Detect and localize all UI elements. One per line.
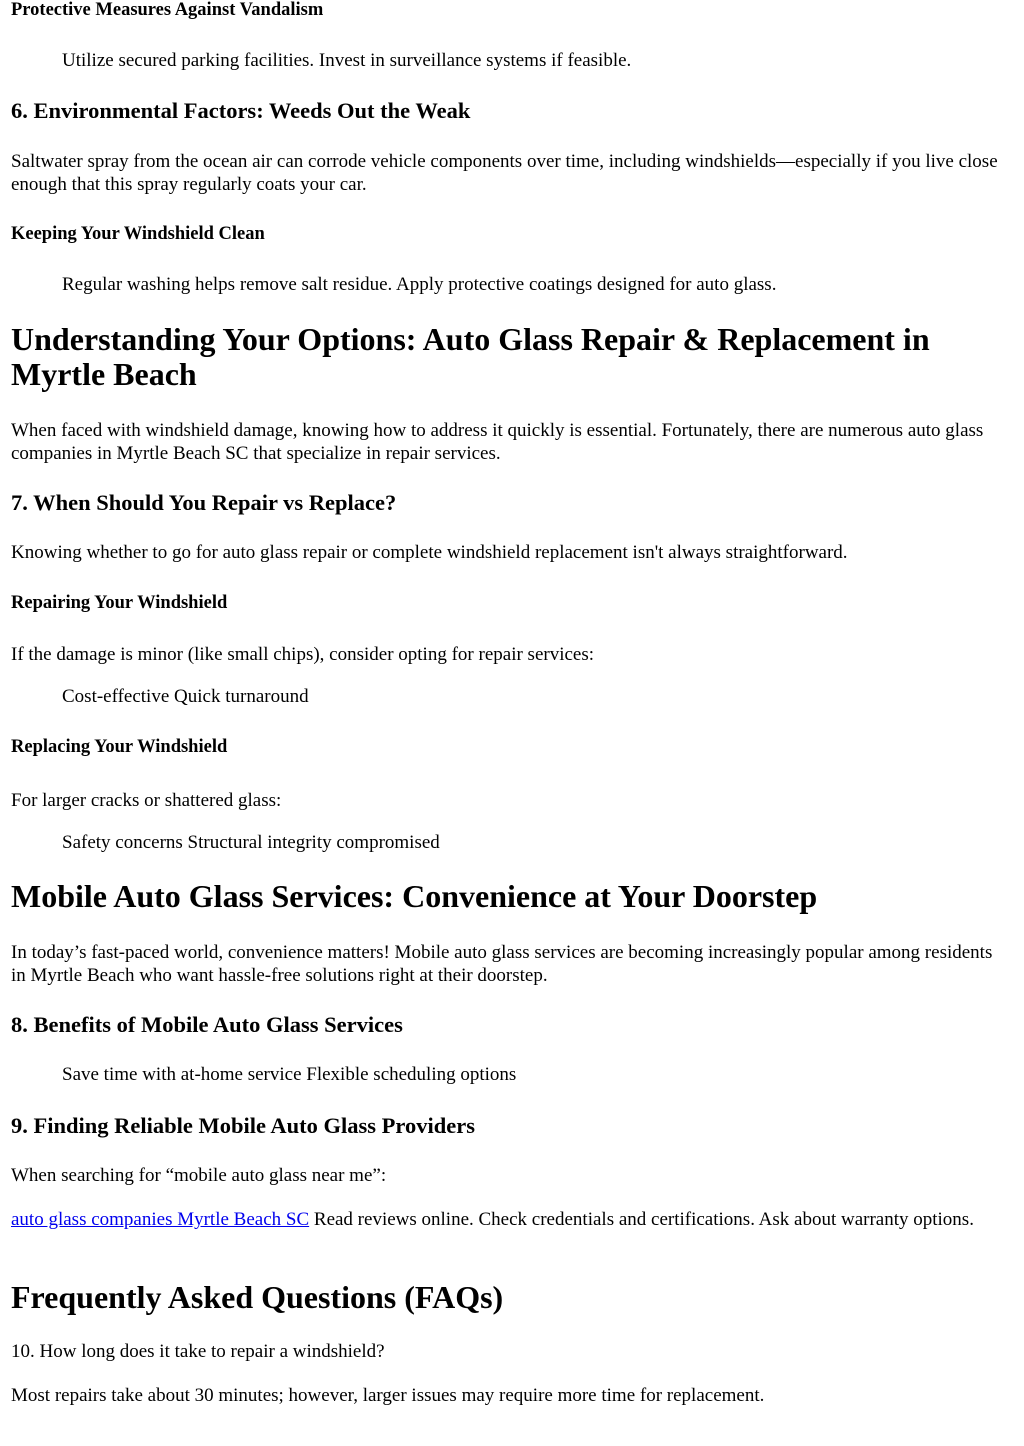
paragraph-searching: When searching for “mobile auto glass near me”: — [11, 1165, 387, 1186]
heading-environmental-factors: 6. Environmental Factors: Weeds Out the Weak — [11, 98, 471, 123]
list-item-repair-benefits: Cost-effective Quick turnaround — [62, 686, 309, 707]
paragraph-options: When faced with windshield damage, knowing how to address it quickly is essential. Fortunately, there are numerous auto glass companies in Myrtle Beach SC that specialize in repair services. — [11, 420, 984, 464]
faq-answer-10: Most repairs take about 30 minutes; however, larger issues may require more time for replacement. — [11, 1385, 765, 1406]
heading-finding-providers: 9. Finding Reliable Mobile Auto Glass Providers — [11, 1113, 475, 1138]
heading-repairing: Repairing Your Windshield — [11, 593, 228, 613]
faq-question-10: 10. How long does it take to repair a windshield? — [11, 1341, 385, 1362]
heading-understanding-options: Understanding Your Options: Auto Glass Repair & Replacement in Myrtle Beach — [11, 321, 930, 392]
heading-faqs: Frequently Asked Questions (FAQs) — [11, 1279, 504, 1315]
heading-replacing: Replacing Your Windshield — [11, 737, 228, 757]
paragraph-mobile-services: In today’s fast-paced world, convenience matters! Mobile auto glass services are becoming increasingly popular among residents in Myrtle Beach who want hassle-free solutions right at their doorstep. — [11, 942, 993, 986]
paragraph-provider-tips — [11, 1208, 1011, 1231]
heading-repair-vs-replace: 7. When Should You Repair vs Replace? — [11, 490, 397, 515]
paragraph-repairing: If the damage is minor (like small chips), consider opting for repair services: — [11, 644, 595, 665]
list-item-mobile-benefits: Save time with at-home service Flexible scheduling options — [62, 1064, 517, 1085]
heading-mobile-services: Mobile Auto Glass Services: Convenience at Your Doorstep — [11, 878, 818, 914]
heading-keeping-clean: Keeping Your Windshield Clean — [11, 224, 265, 244]
list-item-cleaning: Regular washing helps remove salt residue. Apply protective coatings designed for auto glass. — [62, 274, 777, 295]
link-auto-glass-companies[interactable]: auto glass companies Myrtle Beach SC — [11, 1209, 310, 1230]
list-item-vandalism-measures: Utilize secured parking facilities. Invest in surveillance systems if feasible. — [62, 50, 632, 71]
heading-mobile-benefits: 8. Benefits of Mobile Auto Glass Services — [11, 1012, 403, 1037]
paragraph-replacing: For larger cracks or shattered glass: — [11, 790, 282, 811]
heading-protective-measures: Protective Measures Against Vandalism — [11, 0, 324, 20]
list-item-replace-reasons: Safety concerns Structural integrity compromised — [62, 832, 440, 853]
paragraph-saltwater: Saltwater spray from the ocean air can corrode vehicle components over time, including windshields—especially if you live close enough that this spray regularly coats your car. — [11, 151, 998, 195]
provider-tips-text: Read reviews online. Check credentials and certifications. Ask about warranty options. — [309, 1209, 974, 1230]
paragraph-repair-vs-replace: Knowing whether to go for auto glass repair or complete windshield replacement isn't always straightforward. — [11, 542, 848, 563]
